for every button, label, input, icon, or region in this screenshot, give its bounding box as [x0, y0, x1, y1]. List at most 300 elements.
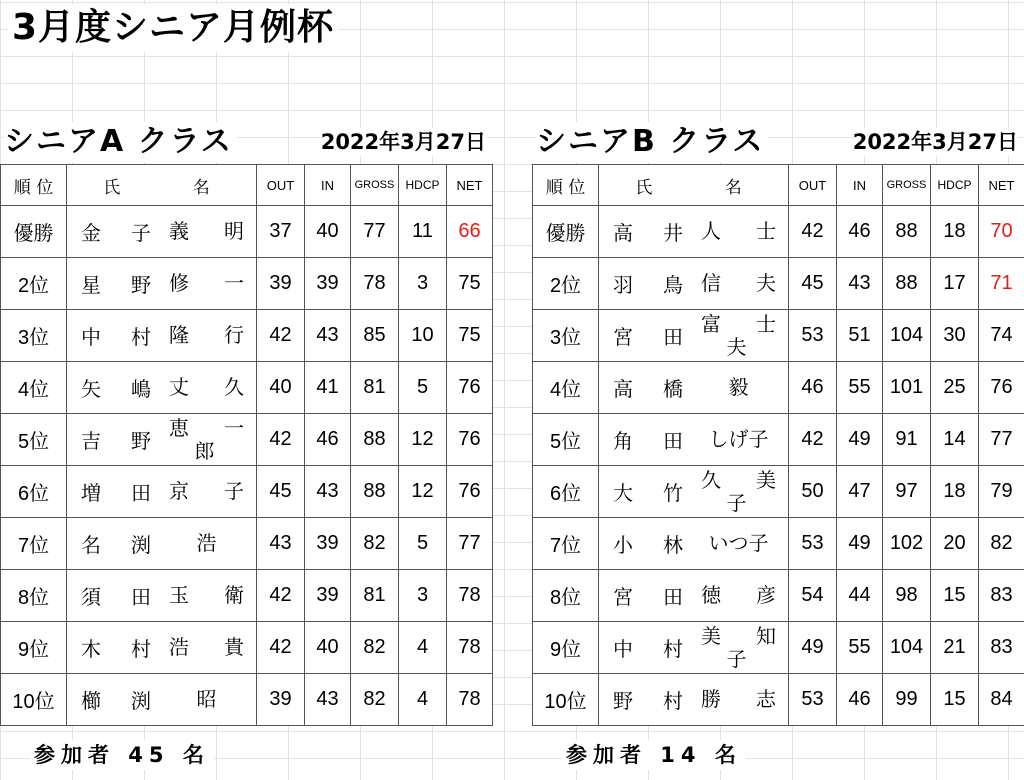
player-name	[599, 466, 788, 517]
first-name-char: しげ子	[708, 428, 769, 451]
net-cell: 75	[447, 310, 493, 362]
rank-cell: 優勝	[533, 206, 599, 258]
first-name-char: 富	[701, 313, 721, 336]
last-name	[73, 633, 159, 662]
gross-cell: 88	[351, 414, 399, 466]
first-name	[159, 584, 250, 608]
player-name	[599, 518, 788, 569]
out-cell: 53	[789, 674, 837, 726]
out-cell: 42	[789, 206, 837, 258]
hdcp-cell: 17	[931, 258, 979, 310]
last-name-char: 名	[81, 535, 101, 557]
hdcp-cell: 30	[931, 310, 979, 362]
net-cell: 76	[979, 362, 1024, 414]
out-cell: 49	[789, 622, 837, 674]
player-name-cell	[67, 362, 257, 414]
last-name-char: 渕	[131, 691, 151, 713]
last-name-char: 林	[663, 535, 683, 557]
page-title: 3月度シニア月例杯	[8, 4, 338, 52]
gross-cell: 85	[351, 310, 399, 362]
class-b-results-table	[532, 164, 1024, 726]
last-name-char: 宮	[613, 587, 633, 609]
last-name-char: 星	[81, 275, 101, 297]
player-name-cell	[599, 310, 789, 362]
first-name	[159, 532, 250, 556]
first-name-char: 丈	[169, 376, 189, 399]
last-name-char: 嶋	[131, 379, 151, 401]
net-cell: 66	[447, 206, 493, 258]
table-row	[533, 466, 1024, 518]
last-name	[605, 633, 691, 662]
last-name-char: 高	[613, 379, 633, 401]
gross-cell: 101	[883, 362, 931, 414]
player-name	[599, 570, 788, 621]
rank-cell: 3位	[533, 310, 599, 362]
last-name-char: 野	[131, 431, 151, 453]
last-name-char: 竹	[663, 483, 683, 505]
last-name	[73, 581, 159, 610]
table-row	[533, 258, 1024, 310]
table-row	[533, 622, 1024, 674]
player-name	[599, 310, 788, 361]
player-name	[67, 206, 256, 257]
table-row	[1, 518, 493, 570]
first-name	[159, 415, 250, 465]
net-cell: 76	[447, 414, 493, 466]
hdcp-cell: 18	[931, 206, 979, 258]
gross-cell: 104	[883, 310, 931, 362]
first-name-char: 義	[169, 220, 189, 243]
class-a-results-table	[0, 164, 493, 726]
first-name-char: 一	[224, 272, 244, 295]
last-name	[73, 477, 159, 506]
first-name	[691, 311, 782, 361]
player-name	[67, 570, 256, 621]
last-name-char: 須	[81, 587, 101, 609]
first-name-char: 徳	[701, 584, 721, 607]
class-b-participants: 参加者 14 名	[562, 740, 746, 770]
first-name	[691, 584, 782, 608]
in-cell: 39	[305, 258, 351, 310]
rank-cell: 5位	[1, 414, 67, 466]
table-row	[1, 206, 493, 258]
first-name	[691, 428, 782, 452]
rank-cell: 4位	[533, 362, 599, 414]
player-name-cell	[67, 414, 257, 466]
first-name	[159, 480, 250, 504]
class-a-date: 2022年3月27日	[320, 130, 486, 154]
rank-cell: 10位	[1, 674, 67, 726]
player-name-cell	[599, 466, 789, 518]
table-row	[1, 622, 493, 674]
class-b-rows	[533, 206, 1024, 726]
hdcp-cell: 5	[399, 362, 447, 414]
hdcp-cell: 4	[399, 622, 447, 674]
last-name-char: 村	[131, 327, 151, 349]
gross-cell: 88	[351, 466, 399, 518]
rank-cell: 3位	[1, 310, 67, 362]
header-name-1: 氏	[103, 177, 121, 198]
table-row	[533, 518, 1024, 570]
last-name-char: 増	[81, 483, 101, 505]
first-name-char: 恵	[169, 417, 189, 440]
in-cell: 41	[305, 362, 351, 414]
player-name	[67, 362, 256, 413]
first-name-char: 衛	[224, 584, 244, 607]
gross-cell: 102	[883, 518, 931, 570]
hdcp-cell: 20	[931, 518, 979, 570]
first-name-char: 京	[169, 480, 189, 503]
player-name-cell	[67, 674, 257, 726]
rank-cell: 4位	[1, 362, 67, 414]
first-name-wrap: 子	[726, 648, 747, 671]
player-name	[67, 622, 256, 673]
last-name	[73, 321, 159, 350]
last-name-char: 鳥	[663, 275, 683, 297]
last-name-char: 大	[613, 483, 633, 505]
rank-cell: 9位	[1, 622, 67, 674]
hdcp-cell: 4	[399, 674, 447, 726]
first-name-char: 夫	[756, 272, 776, 295]
out-cell: 50	[789, 466, 837, 518]
player-name-cell	[67, 570, 257, 622]
in-cell: 43	[837, 258, 883, 310]
last-name-char: 角	[613, 431, 633, 453]
hdcp-cell: 14	[931, 414, 979, 466]
header-rank: 順 位	[533, 165, 599, 206]
out-cell: 39	[257, 258, 305, 310]
table-row	[533, 310, 1024, 362]
first-name-char: 子	[224, 480, 244, 503]
last-name-char: 宮	[613, 327, 633, 349]
first-name-char: 昭	[196, 688, 217, 711]
table-row	[1, 310, 493, 362]
first-name	[159, 324, 250, 348]
in-cell: 39	[305, 570, 351, 622]
out-cell: 45	[257, 466, 305, 518]
last-name-char: 田	[131, 483, 151, 505]
header-in: IN	[305, 165, 351, 206]
rank-cell: 5位	[533, 414, 599, 466]
first-name	[691, 220, 782, 244]
last-name-char: 渕	[131, 535, 151, 557]
last-name	[605, 373, 691, 402]
gross-cell: 98	[883, 570, 931, 622]
class-a-rows	[1, 206, 493, 726]
last-name-char: 矢	[81, 379, 101, 401]
first-name	[159, 376, 250, 400]
rank-cell: 優勝	[1, 206, 67, 258]
last-name-char: 村	[131, 639, 151, 661]
first-name-char: 美	[756, 469, 776, 492]
player-name-cell	[599, 206, 789, 258]
header-name-2: 名	[192, 177, 210, 198]
first-name-char: 久	[224, 376, 244, 399]
table-row	[1, 466, 493, 518]
last-name-char: 橋	[663, 379, 683, 401]
net-cell: 79	[979, 466, 1024, 518]
last-name	[605, 269, 691, 298]
in-cell: 46	[837, 206, 883, 258]
first-name-char: 明	[224, 220, 244, 243]
last-name	[73, 217, 159, 246]
gross-cell: 77	[351, 206, 399, 258]
table-row	[533, 206, 1024, 258]
hdcp-cell: 12	[399, 414, 447, 466]
first-name-char: 玉	[169, 584, 189, 607]
first-name	[691, 532, 782, 556]
hdcp-cell: 10	[399, 310, 447, 362]
last-name-char: 野	[613, 691, 633, 713]
in-cell: 43	[305, 674, 351, 726]
first-name	[691, 688, 782, 712]
gross-cell: 82	[351, 674, 399, 726]
hdcp-cell: 3	[399, 570, 447, 622]
first-name-char: 士	[756, 220, 776, 243]
first-name-line	[701, 625, 776, 649]
header-name-1: 氏	[635, 177, 653, 198]
header-out: OUT	[257, 165, 305, 206]
hdcp-cell: 12	[399, 466, 447, 518]
first-name-char: いつ子	[708, 532, 769, 555]
rank-cell: 10位	[533, 674, 599, 726]
last-name-char: 村	[663, 639, 683, 661]
first-name	[159, 272, 250, 296]
last-name	[73, 269, 159, 298]
in-cell: 40	[305, 206, 351, 258]
first-name-char: 毅	[728, 376, 749, 399]
header-gross: GROSS	[351, 165, 399, 206]
first-name	[159, 220, 250, 244]
last-name	[605, 217, 691, 246]
out-cell: 42	[257, 570, 305, 622]
first-name-char: 士	[756, 313, 776, 336]
rank-cell: 2位	[1, 258, 67, 310]
first-name-line	[701, 469, 776, 493]
last-name	[605, 529, 691, 558]
player-name-cell	[599, 518, 789, 570]
in-cell: 43	[305, 466, 351, 518]
table-row	[1, 570, 493, 622]
last-name	[605, 477, 691, 506]
header-hdcp: HDCP	[399, 165, 447, 206]
table-row	[533, 414, 1024, 466]
first-name	[691, 272, 782, 296]
table-row	[1, 258, 493, 310]
first-name-char: 浩	[196, 532, 217, 555]
last-name-char: 高	[613, 223, 633, 245]
header-row	[1, 165, 493, 206]
hdcp-cell: 3	[399, 258, 447, 310]
gross-cell: 81	[351, 570, 399, 622]
first-name-wrap: 夫	[726, 336, 747, 359]
table-row	[533, 570, 1024, 622]
in-cell: 49	[837, 518, 883, 570]
player-name-cell	[67, 310, 257, 362]
out-cell: 40	[257, 362, 305, 414]
class-a-panel	[0, 118, 492, 780]
player-name	[599, 258, 788, 309]
in-cell: 39	[305, 518, 351, 570]
first-name-char: 貴	[224, 636, 244, 659]
player-name-cell	[599, 622, 789, 674]
in-cell: 49	[837, 414, 883, 466]
gross-cell: 81	[351, 362, 399, 414]
out-cell: 42	[257, 414, 305, 466]
table-row	[1, 414, 493, 466]
hdcp-cell: 18	[931, 466, 979, 518]
in-cell: 51	[837, 310, 883, 362]
first-name-line	[169, 417, 244, 441]
player-name	[599, 414, 788, 465]
first-name-char: 美	[701, 625, 721, 648]
player-name-cell	[67, 466, 257, 518]
net-cell: 82	[979, 518, 1024, 570]
table-row	[1, 674, 493, 726]
table-row	[533, 674, 1024, 726]
last-name-char: 櫛	[81, 691, 101, 713]
last-name	[73, 425, 159, 454]
first-name-char: 志	[756, 688, 776, 711]
net-cell: 78	[447, 570, 493, 622]
in-cell: 47	[837, 466, 883, 518]
out-cell: 42	[789, 414, 837, 466]
gross-cell: 99	[883, 674, 931, 726]
net-cell: 75	[447, 258, 493, 310]
first-name-char: 隆	[169, 324, 189, 347]
player-name-cell	[67, 518, 257, 570]
header-gross: GROSS	[883, 165, 931, 206]
last-name-char: 吉	[81, 431, 101, 453]
last-name-char: 村	[663, 691, 683, 713]
first-name-char: 行	[224, 324, 244, 347]
out-cell: 37	[257, 206, 305, 258]
last-name-char: 木	[81, 639, 101, 661]
in-cell: 46	[837, 674, 883, 726]
first-name	[159, 636, 250, 660]
player-name	[67, 258, 256, 309]
last-name	[605, 581, 691, 610]
player-name	[599, 674, 788, 725]
header-name	[599, 165, 789, 206]
first-name-char: 一	[224, 417, 244, 440]
first-name-char: 浩	[169, 636, 189, 659]
header-rank: 順 位	[1, 165, 67, 206]
net-cell: 78	[447, 674, 493, 726]
gross-cell: 104	[883, 622, 931, 674]
hdcp-cell: 15	[931, 674, 979, 726]
rank-cell: 8位	[1, 570, 67, 622]
first-name-char: 修	[169, 272, 189, 295]
hdcp-cell: 5	[399, 518, 447, 570]
player-name-cell	[67, 622, 257, 674]
hdcp-cell: 15	[931, 570, 979, 622]
out-cell: 45	[789, 258, 837, 310]
rank-cell: 8位	[533, 570, 599, 622]
first-name-char: 信	[701, 272, 721, 295]
player-name	[67, 310, 256, 361]
rank-cell: 7位	[533, 518, 599, 570]
player-name	[67, 466, 256, 517]
out-cell: 46	[789, 362, 837, 414]
first-name-char: 勝	[701, 688, 721, 711]
player-name	[67, 674, 256, 725]
class-a-participants: 参加者 45 名	[30, 740, 214, 770]
table-row	[1, 362, 493, 414]
last-name-char: 野	[131, 275, 151, 297]
net-cell: 77	[447, 518, 493, 570]
player-name	[67, 518, 256, 569]
net-cell: 78	[447, 622, 493, 674]
class-b-panel	[532, 118, 1024, 780]
first-name	[691, 623, 782, 673]
net-cell: 84	[979, 674, 1024, 726]
out-cell: 42	[257, 310, 305, 362]
last-name-char: 子	[131, 223, 151, 245]
player-name-cell	[599, 258, 789, 310]
net-cell: 83	[979, 570, 1024, 622]
header-hdcp: HDCP	[931, 165, 979, 206]
last-name-char: 中	[613, 639, 633, 661]
last-name-char: 田	[131, 587, 151, 609]
player-name-cell	[599, 570, 789, 622]
rank-cell: 7位	[1, 518, 67, 570]
first-name-char: 彦	[756, 584, 776, 607]
header-row	[533, 165, 1024, 206]
header-net: NET	[979, 165, 1024, 206]
net-cell: 70	[979, 206, 1024, 258]
last-name-char: 羽	[613, 275, 633, 297]
gross-cell: 88	[883, 258, 931, 310]
out-cell: 39	[257, 674, 305, 726]
player-name	[599, 362, 788, 413]
in-cell: 46	[305, 414, 351, 466]
last-name-char: 井	[663, 223, 683, 245]
out-cell: 43	[257, 518, 305, 570]
in-cell: 55	[837, 362, 883, 414]
player-name-cell	[67, 206, 257, 258]
gross-cell: 78	[351, 258, 399, 310]
in-cell: 40	[305, 622, 351, 674]
rank-cell: 6位	[533, 466, 599, 518]
table-row	[533, 362, 1024, 414]
hdcp-cell: 21	[931, 622, 979, 674]
first-name-wrap: 子	[726, 492, 747, 515]
gross-cell: 91	[883, 414, 931, 466]
player-name-cell	[599, 362, 789, 414]
class-a-title: シニアA クラス	[4, 122, 237, 162]
gross-cell: 82	[351, 622, 399, 674]
first-name	[691, 467, 782, 517]
net-cell: 77	[979, 414, 1024, 466]
player-name	[599, 206, 788, 257]
header-in: IN	[837, 165, 883, 206]
out-cell: 54	[789, 570, 837, 622]
header-net: NET	[447, 165, 493, 206]
player-name	[67, 414, 256, 465]
class-b-date: 2022年3月27日	[852, 130, 1018, 154]
rank-cell: 6位	[1, 466, 67, 518]
last-name-char: 中	[81, 327, 101, 349]
first-name-char: 知	[756, 625, 776, 648]
net-cell: 71	[979, 258, 1024, 310]
gross-cell: 82	[351, 518, 399, 570]
gross-cell: 88	[883, 206, 931, 258]
first-name-char: 人	[701, 220, 721, 243]
out-cell: 42	[257, 622, 305, 674]
rank-cell: 2位	[533, 258, 599, 310]
first-name-line	[701, 313, 776, 337]
